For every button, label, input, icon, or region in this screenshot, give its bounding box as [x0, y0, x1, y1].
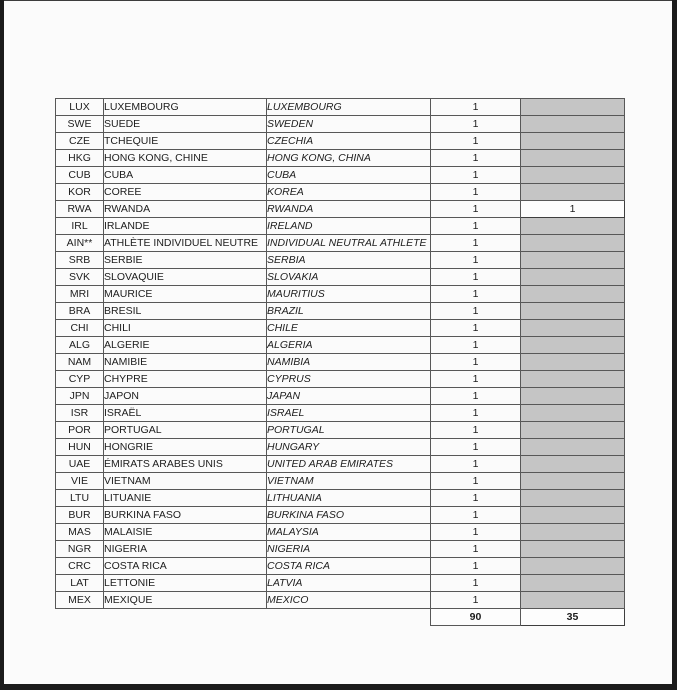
- country-code-cell: ISR: [56, 405, 104, 422]
- table-row: [56, 320, 625, 337]
- country-name-fr-cell: PORTUGAL: [104, 422, 267, 439]
- country-name-en-cell: VIETNAM: [267, 473, 431, 490]
- extra-count-cell: [521, 558, 625, 575]
- country-name-fr-cell: MEXIQUE: [104, 592, 267, 609]
- extra-count-cell: [521, 218, 625, 235]
- table-row: [56, 456, 625, 473]
- table-row: [56, 388, 625, 405]
- table-row: [56, 405, 625, 422]
- country-name-en-cell: INDIVIDUAL NEUTRAL ATHLETE: [267, 235, 431, 252]
- extra-count-cell: [521, 184, 625, 201]
- count-cell: 1: [431, 320, 521, 337]
- extra-count-cell: [521, 439, 625, 456]
- country-name-en-cell: COSTA RICA: [267, 558, 431, 575]
- country-name-fr-cell: SERBIE: [104, 252, 267, 269]
- country-name-fr-cell: LETTONIE: [104, 575, 267, 592]
- count-cell: 1: [431, 116, 521, 133]
- country-code-cell: POR: [56, 422, 104, 439]
- totals-row: [56, 609, 625, 626]
- table-row: [56, 116, 625, 133]
- country-name-fr-cell: VIETNAM: [104, 473, 267, 490]
- extra-count-cell: [521, 592, 625, 609]
- country-code-cell: MRI: [56, 286, 104, 303]
- table-row: [56, 422, 625, 439]
- extra-count-cell: [521, 269, 625, 286]
- country-code-cell: SRB: [56, 252, 104, 269]
- totals-spacer-cell: [56, 609, 431, 626]
- country-name-fr-cell: JAPON: [104, 388, 267, 405]
- extra-count-cell: [521, 150, 625, 167]
- country-name-fr-cell: LITUANIE: [104, 490, 267, 507]
- table-row: [56, 592, 625, 609]
- country-name-en-cell: SERBIA: [267, 252, 431, 269]
- extra-count-cell: [521, 133, 625, 150]
- country-name-fr-cell: BURKINA FASO: [104, 507, 267, 524]
- country-name-fr-cell: MAURICE: [104, 286, 267, 303]
- count-cell: 1: [431, 150, 521, 167]
- table-row: [56, 524, 625, 541]
- extra-count-cell: 1: [521, 201, 625, 218]
- country-name-fr-cell: MALAISIE: [104, 524, 267, 541]
- country-code-cell: NAM: [56, 354, 104, 371]
- country-name-en-cell: MALAYSIA: [267, 524, 431, 541]
- country-name-fr-cell: NAMIBIE: [104, 354, 267, 371]
- country-name-fr-cell: HONGRIE: [104, 439, 267, 456]
- table-row: [56, 575, 625, 592]
- count-cell: 1: [431, 422, 521, 439]
- country-name-en-cell: HUNGARY: [267, 439, 431, 456]
- page-edge-bottom: [0, 684, 677, 690]
- country-code-cell: CUB: [56, 167, 104, 184]
- table-row: [56, 133, 625, 150]
- country-name-en-cell: CZECHIA: [267, 133, 431, 150]
- count-cell: 1: [431, 507, 521, 524]
- count-cell: 1: [431, 592, 521, 609]
- country-name-en-cell: CUBA: [267, 167, 431, 184]
- country-code-cell: BRA: [56, 303, 104, 320]
- extra-count-cell: [521, 320, 625, 337]
- country-name-fr-cell: ALGERIE: [104, 337, 267, 354]
- count-cell: 1: [431, 388, 521, 405]
- country-name-en-cell: BRAZIL: [267, 303, 431, 320]
- country-name-fr-cell: SUEDE: [104, 116, 267, 133]
- country-code-cell: AIN**: [56, 235, 104, 252]
- count-cell: 1: [431, 269, 521, 286]
- extra-count-cell: [521, 507, 625, 524]
- country-code-cell: SVK: [56, 269, 104, 286]
- country-name-fr-cell: NIGERIA: [104, 541, 267, 558]
- table-row: [56, 150, 625, 167]
- extra-count-cell: [521, 371, 625, 388]
- country-name-en-cell: KOREA: [267, 184, 431, 201]
- count-cell: 1: [431, 252, 521, 269]
- extra-count-cell: [521, 524, 625, 541]
- country-name-en-cell: LITHUANIA: [267, 490, 431, 507]
- country-code-cell: LAT: [56, 575, 104, 592]
- count-cell: 1: [431, 371, 521, 388]
- country-code-cell: KOR: [56, 184, 104, 201]
- count-cell: 1: [431, 337, 521, 354]
- extra-count-cell: [521, 235, 625, 252]
- country-name-fr-cell: COREE: [104, 184, 267, 201]
- count-cell: 1: [431, 524, 521, 541]
- table-row: [56, 354, 625, 371]
- country-code-cell: CHI: [56, 320, 104, 337]
- extra-count-cell: [521, 286, 625, 303]
- page-edge-left: [0, 0, 4, 690]
- count-cell: 1: [431, 558, 521, 575]
- extra-count-cell: [521, 456, 625, 473]
- extra-count-cell: [521, 337, 625, 354]
- count-cell: 1: [431, 235, 521, 252]
- table-row: [56, 184, 625, 201]
- table-row: [56, 490, 625, 507]
- country-name-fr-cell: HONG KONG, CHINE: [104, 150, 267, 167]
- country-name-fr-cell: TCHEQUIE: [104, 133, 267, 150]
- table-row: [56, 235, 625, 252]
- country-name-en-cell: SWEDEN: [267, 116, 431, 133]
- country-name-en-cell: MEXICO: [267, 592, 431, 609]
- country-name-en-cell: RWANDA: [267, 201, 431, 218]
- count-cell: 1: [431, 303, 521, 320]
- country-name-fr-cell: COSTA RICA: [104, 558, 267, 575]
- extra-count-cell: [521, 167, 625, 184]
- country-name-en-cell: LUXEMBOURG: [267, 99, 431, 116]
- count-cell: 1: [431, 184, 521, 201]
- extra-count-cell: [521, 575, 625, 592]
- table-row: [56, 473, 625, 490]
- extra-count-cell: [521, 541, 625, 558]
- table-row: [56, 167, 625, 184]
- table-row: [56, 558, 625, 575]
- country-name-fr-cell: ISRAËL: [104, 405, 267, 422]
- country-code-cell: LUX: [56, 99, 104, 116]
- count-cell: 1: [431, 354, 521, 371]
- country-name-fr-cell: CHYPRE: [104, 371, 267, 388]
- country-name-en-cell: JAPAN: [267, 388, 431, 405]
- country-name-fr-cell: BRESIL: [104, 303, 267, 320]
- table-row: [56, 286, 625, 303]
- country-name-en-cell: HONG KONG, CHINA: [267, 150, 431, 167]
- country-name-en-cell: MAURITIUS: [267, 286, 431, 303]
- country-code-cell: LTU: [56, 490, 104, 507]
- extra-count-cell: [521, 252, 625, 269]
- count-cell: 1: [431, 439, 521, 456]
- country-name-fr-cell: IRLANDE: [104, 218, 267, 235]
- country-code-cell: MAS: [56, 524, 104, 541]
- table-row: [56, 252, 625, 269]
- table-row: [56, 201, 625, 218]
- country-name-en-cell: UNITED ARAB EMIRATES: [267, 456, 431, 473]
- table-row: [56, 303, 625, 320]
- table-row: [56, 507, 625, 524]
- country-name-fr-cell: SLOVAQUIE: [104, 269, 267, 286]
- country-code-cell: RWA: [56, 201, 104, 218]
- country-code-cell: BUR: [56, 507, 104, 524]
- extra-count-cell: [521, 473, 625, 490]
- page-edge-top: [0, 0, 677, 1]
- country-code-cell: MEX: [56, 592, 104, 609]
- country-name-en-cell: ISRAEL: [267, 405, 431, 422]
- country-name-fr-cell: CHILI: [104, 320, 267, 337]
- total-count-cell: 90: [431, 609, 521, 626]
- extra-count-cell: [521, 116, 625, 133]
- count-cell: 1: [431, 133, 521, 150]
- country-name-fr-cell: ATHLÈTE INDIVIDUEL NEUTRE: [104, 235, 267, 252]
- count-cell: 1: [431, 218, 521, 235]
- country-name-en-cell: CYPRUS: [267, 371, 431, 388]
- country-code-cell: JPN: [56, 388, 104, 405]
- country-name-en-cell: NAMIBIA: [267, 354, 431, 371]
- extra-count-cell: [521, 422, 625, 439]
- count-cell: 1: [431, 201, 521, 218]
- total-extra-count-cell: 35: [521, 609, 625, 626]
- extra-count-cell: [521, 99, 625, 116]
- country-code-cell: CYP: [56, 371, 104, 388]
- country-name-en-cell: ALGERIA: [267, 337, 431, 354]
- count-cell: 1: [431, 99, 521, 116]
- country-name-fr-cell: ÉMIRATS ARABES UNIS: [104, 456, 267, 473]
- participation-table: [55, 98, 625, 626]
- country-code-cell: UAE: [56, 456, 104, 473]
- country-code-cell: ALG: [56, 337, 104, 354]
- count-cell: 1: [431, 490, 521, 507]
- country-code-cell: HUN: [56, 439, 104, 456]
- count-cell: 1: [431, 456, 521, 473]
- extra-count-cell: [521, 388, 625, 405]
- count-cell: 1: [431, 167, 521, 184]
- country-code-cell: CZE: [56, 133, 104, 150]
- table-row: [56, 337, 625, 354]
- extra-count-cell: [521, 354, 625, 371]
- country-code-cell: HKG: [56, 150, 104, 167]
- country-code-cell: CRC: [56, 558, 104, 575]
- country-name-en-cell: BURKINA FASO: [267, 507, 431, 524]
- count-cell: 1: [431, 473, 521, 490]
- page-edge-right: [672, 0, 677, 690]
- table-row: [56, 218, 625, 235]
- count-cell: 1: [431, 286, 521, 303]
- country-name-fr-cell: CUBA: [104, 167, 267, 184]
- extra-count-cell: [521, 490, 625, 507]
- country-name-fr-cell: RWANDA: [104, 201, 267, 218]
- count-cell: 1: [431, 405, 521, 422]
- table-row: [56, 371, 625, 388]
- country-rows: [56, 99, 625, 609]
- extra-count-cell: [521, 303, 625, 320]
- country-name-fr-cell: LUXEMBOURG: [104, 99, 267, 116]
- table-row: [56, 269, 625, 286]
- country-name-en-cell: NIGERIA: [267, 541, 431, 558]
- country-code-cell: IRL: [56, 218, 104, 235]
- country-code-cell: VIE: [56, 473, 104, 490]
- country-name-en-cell: IRELAND: [267, 218, 431, 235]
- country-name-en-cell: CHILE: [267, 320, 431, 337]
- country-code-cell: NGR: [56, 541, 104, 558]
- country-name-en-cell: SLOVAKIA: [267, 269, 431, 286]
- table-row: [56, 541, 625, 558]
- table-row: [56, 439, 625, 456]
- country-name-en-cell: LATVIA: [267, 575, 431, 592]
- country-name-en-cell: PORTUGAL: [267, 422, 431, 439]
- table-row: [56, 99, 625, 116]
- count-cell: 1: [431, 541, 521, 558]
- extra-count-cell: [521, 405, 625, 422]
- country-code-cell: SWE: [56, 116, 104, 133]
- count-cell: 1: [431, 575, 521, 592]
